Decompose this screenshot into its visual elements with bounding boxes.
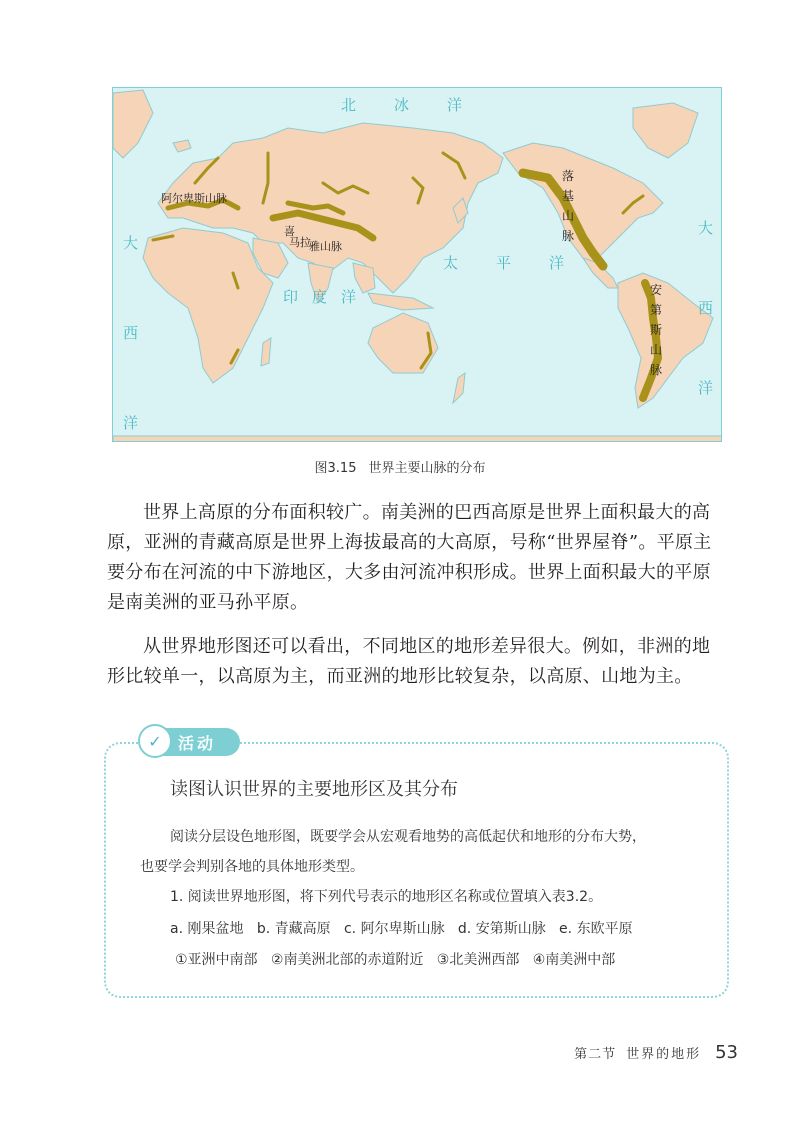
figure-caption [0,457,800,476]
footer-section: 第二节 [574,1047,617,1062]
rocky-label: 落 基 山 脉 [561,169,574,243]
himalaya-label-3: 雅山脉 [309,240,342,253]
figure-number: 图3.15 [314,461,357,476]
antarctica-landmass [113,436,722,442]
world-mountains-map [112,87,722,442]
activity-task-1: 1. 阅读世界地形图，将下列代号表示的地形区名称或位置填入表3.2。 [170,889,603,905]
greenland-right-landmass [633,103,698,158]
figure-title: 世界主要山脉的分布 [368,461,486,476]
new-zealand-landmass [453,373,465,403]
map-graphic [113,88,722,442]
activity-icon: ✓ [138,724,172,758]
paragraph-plateaus: 世界上高原的分布面积较广。南美洲的巴西高原是世界上面积最大的高原，亚洲的青藏高原是世界上海拔最高的大高原，号称“世界屋脊”。平原主要分布在河流的中下游地区，大多由河流冲积形成。世界上面积最大的平原是南美洲的亚马孙平原。 [107,502,712,613]
pacific-ocean-label: 太平洋 [443,254,603,272]
australia-landmass [368,313,438,373]
indian-ocean-label: 印度洋 [283,288,371,306]
greenland-left-landmass [113,90,153,158]
north-ocean-label: 北冰洋 [341,96,501,114]
atlantic-left-label: 大 西 洋 [123,234,139,432]
activity-title: 读图认识世界的主要地形区及其分布 [170,779,458,800]
activity-intro-line1: 阅读分层设色地形图，既要学会从宏观看地势的高低起伏和地形的分布大势， [170,829,646,845]
himalaya-label-1: 喜 [284,225,295,238]
himalaya-label-2: 马拉 [289,236,311,249]
iceland-landmass [173,140,191,152]
page-number: 53 [715,1042,738,1063]
activity-badge-label: 活动 [178,734,217,753]
paragraph-terrain-differences: 从世界地形图还可以看出，不同地区的地形差异很大。例如，非洲的地形比较单一，以高原为主，而亚洲的地形比较复杂，以高原、山地为主。 [107,636,711,687]
activity-intro-line2: 也要学会判别各地的具体地形类型。 [140,859,364,875]
page-footer [574,1042,738,1063]
atlantic-right-label: 大 西 洋 [698,219,714,397]
indonesia-landmass [368,293,433,310]
madagascar-landmass [261,338,271,366]
alps-label: 阿尔卑斯山脉 [161,192,227,205]
activity-options: a. 刚果盆地 b. 青藏高原 c. 阿尔卑斯山脉 d. 安第斯山脉 e. 东欧平原 [170,921,633,937]
andes-label: 安 第 斯 山 脉 [649,283,662,377]
activity-badge [140,728,240,756]
footer-title: 世界的地形 [626,1047,702,1062]
activity-locations: ①亚洲中南部 ②南美洲北部的赤道附近 ③北美洲西部 ④南美洲中部 [175,952,616,968]
